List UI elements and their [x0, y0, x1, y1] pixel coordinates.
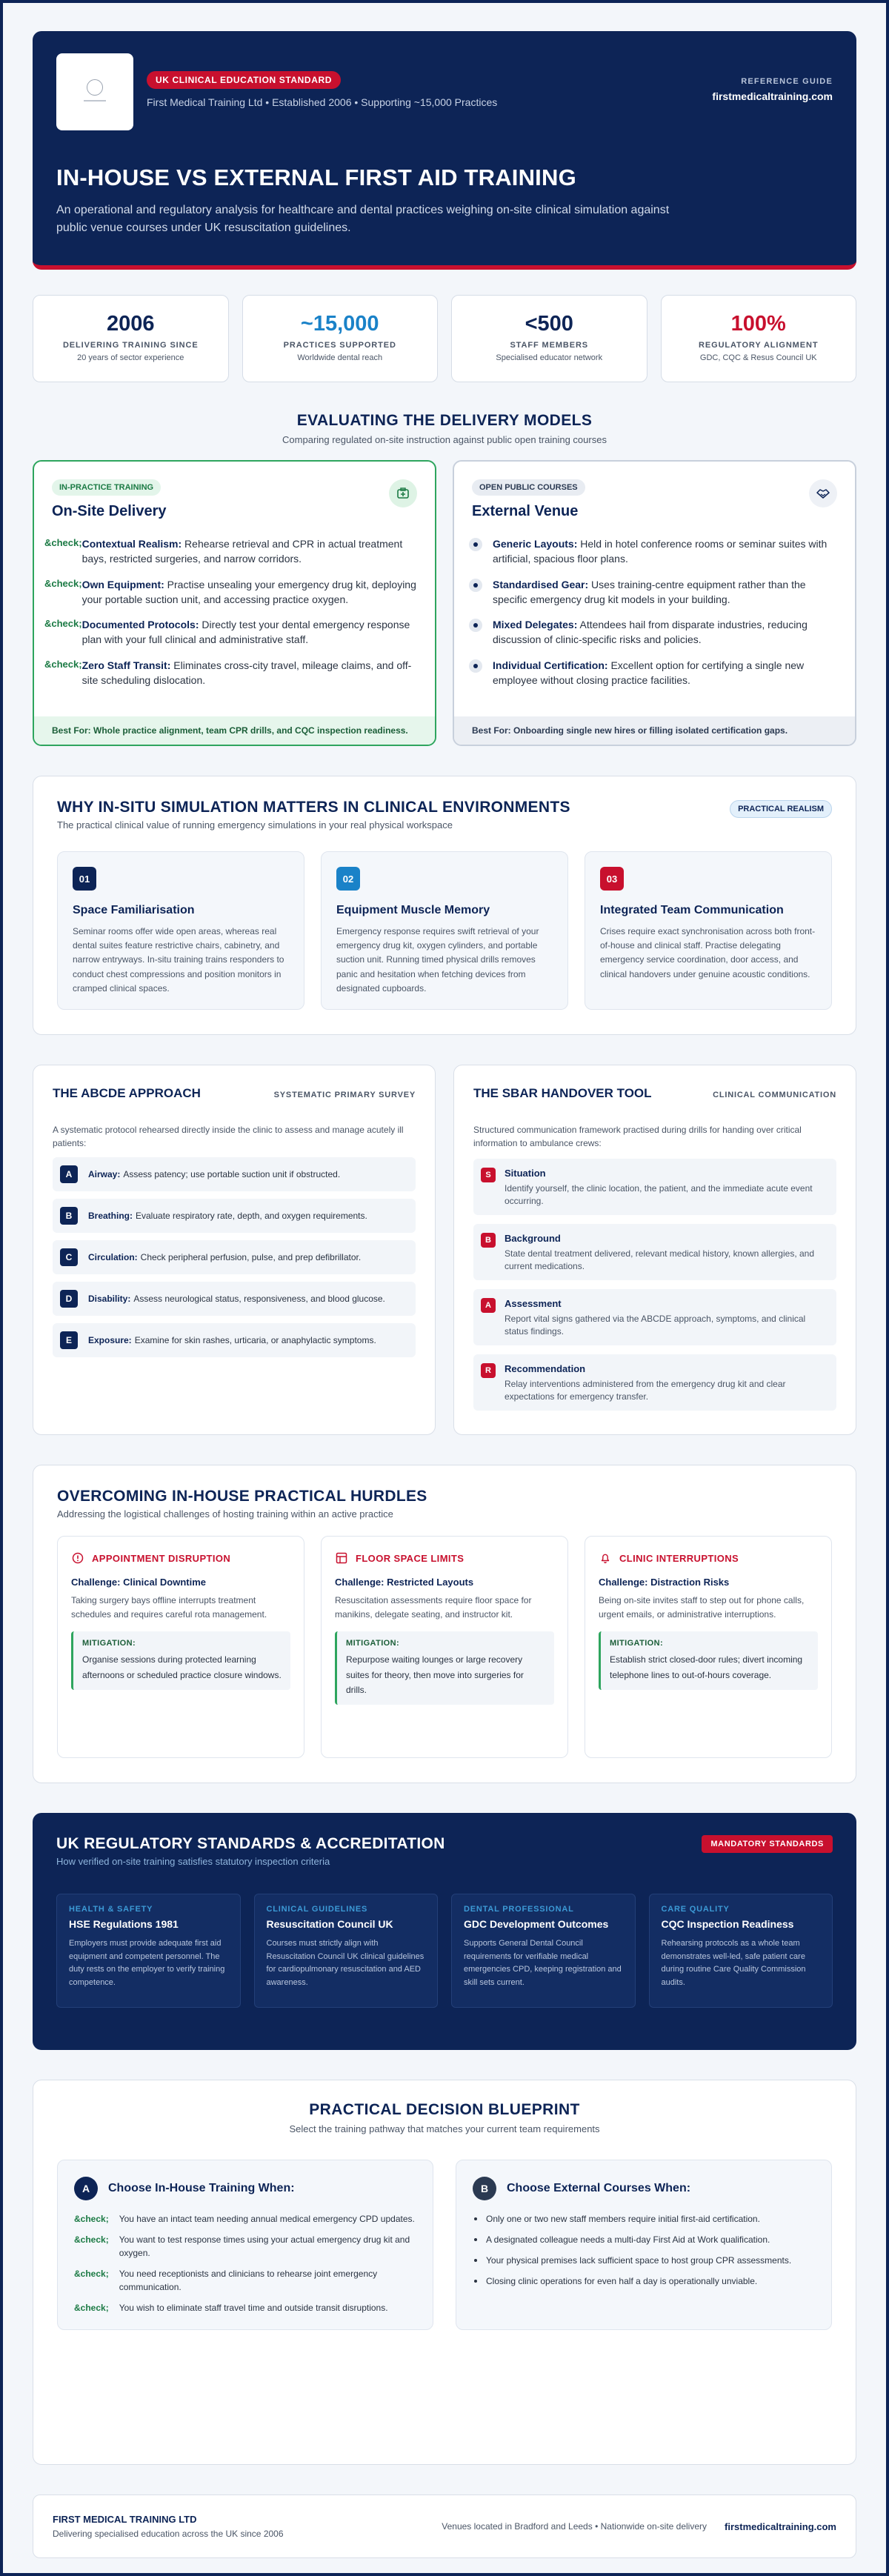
- stat-sub: 20 years of sector experience: [77, 353, 184, 362]
- list-item: [74, 2267, 416, 2294]
- floor-plan-icon: [335, 1551, 348, 1565]
- hurdles-subtitle: Addressing the logistical challenges of hosting training within an active practice: [57, 1508, 393, 1520]
- item-lead: Mixed Delegates:: [493, 619, 578, 631]
- mitigation-label: MITIGATION:: [82, 1639, 136, 1648]
- stat-card: [33, 295, 229, 382]
- item-text: Rehearse retrieval and CPR in actual treatment bays, restricted surgeries, and narrow corridors.: [81, 538, 403, 565]
- item-text: Assess patency; use portable suction unit if obstructed.: [123, 1169, 341, 1179]
- regulation-text: Employers must provide adequate first aid equipment and competent personnel. The duty rests on the employer to verify training competence.: [69, 1939, 225, 1987]
- regulatory-section: [33, 1813, 856, 2050]
- sbar-title: THE SBAR HANDOVER TOOL: [473, 1086, 652, 1100]
- stat-label: DELIVERING TRAINING SINCE: [62, 341, 199, 350]
- reference-url-link[interactable]: firstmedicaltraining.com: [712, 90, 833, 102]
- step-letter: A: [60, 1165, 78, 1183]
- regulation-card: [56, 1894, 241, 2008]
- sbar-panel: [453, 1065, 856, 1435]
- footer-url-link[interactable]: firstmedicaltraining.com: [725, 2520, 836, 2532]
- item-text: Evaluate respiratory rate, depth, and oxygen requirements.: [136, 1211, 367, 1221]
- item-lead: Standardised Gear:: [493, 578, 589, 590]
- bullet-icon: [469, 538, 482, 551]
- item-text: You have an intact team needing annual medical emergency CPD updates.: [119, 2214, 415, 2224]
- sbar-item-text: Relay interventions administered from the emergency drug kit and clear expectations for emergency transfer.: [505, 1379, 786, 1402]
- item-lead: Circulation:: [88, 1252, 138, 1262]
- item-text: Excellent option for certifying a single new employee without closing practice facilities.: [493, 659, 805, 687]
- item-lead: Zero Staff Transit:: [81, 659, 171, 671]
- mandatory-standards-badge: MANDATORY STANDARDS: [702, 1835, 833, 1853]
- stat-label: REGULATORY ALIGNMENT: [699, 341, 819, 350]
- check-icon: &check;: [74, 2214, 109, 2224]
- protocols-section: [33, 1065, 856, 1435]
- hurdle-text: Resuscitation assessments require floor space for manikins, delegate seating, and instructor kit.: [335, 1595, 532, 1620]
- step-letter: B: [481, 1233, 496, 1248]
- regulation-card: [649, 1894, 833, 2008]
- compare-section: [33, 460, 856, 746]
- list-item: [473, 2233, 815, 2246]
- hurdle-text: Being on-site invites staff to step out for phone calls, urgent emails, or administrative interruptions.: [599, 1595, 805, 1620]
- sbar-tag: CLINICAL COMMUNICATION: [713, 1091, 836, 1099]
- mitigation-label: MITIGATION:: [346, 1639, 400, 1648]
- abcde-item: [53, 1323, 416, 1357]
- card-title: Integrated Team Communication: [600, 904, 784, 916]
- hurdle-card: [321, 1536, 568, 1758]
- check-icon: &check;: [74, 2303, 109, 2313]
- regulation-title: GDC Development Outcomes: [464, 1918, 609, 1930]
- mitigation-text: Repurpose waiting lounges or large recovery suites for theory, then move into surgeries for drills.: [346, 1654, 524, 1695]
- stat-card: [451, 295, 647, 382]
- item-text: A designated colleague needs a multi-day First Aid at Work qualification.: [486, 2234, 770, 2245]
- stat-label: PRACTICES SUPPORTED: [283, 341, 396, 350]
- external-choice-card: [456, 2160, 832, 2330]
- abcde-item: [53, 1157, 416, 1191]
- abcde-item: [53, 1282, 416, 1316]
- hurdle-card: [57, 1536, 304, 1758]
- card-number: 01: [73, 867, 96, 891]
- onsite-title: On-Site Delivery: [52, 503, 167, 519]
- regulation-title: Resuscitation Council UK: [266, 1918, 393, 1930]
- logo-mark-icon: [87, 79, 103, 96]
- list-item: [44, 658, 417, 688]
- why-card: [57, 851, 304, 1010]
- regulation-text: Courses must strictly align with Resuscitation Council UK clinical guidelines for cardiopulmonary resuscitation and AED awareness.: [266, 1939, 424, 1987]
- list-item: [44, 617, 417, 648]
- hurdles-section: [33, 1465, 856, 1783]
- external-venue-card: [453, 460, 856, 746]
- item-lead: Breathing:: [88, 1211, 133, 1221]
- mitigation-box: [599, 1631, 818, 1690]
- regulation-card: [451, 1894, 636, 2008]
- logo: [56, 53, 133, 130]
- list-item: [465, 617, 837, 648]
- sbar-item: [473, 1354, 836, 1411]
- item-lead: Contextual Realism:: [81, 538, 182, 550]
- item-text: You want to test response times using your actual emergency drug kit and oxygen.: [119, 2234, 410, 2258]
- option-letter: A: [74, 2177, 98, 2200]
- why-insitu-section: [33, 776, 856, 1035]
- item-text: Your physical premises lack sufficient space to host group CPR assessments.: [486, 2255, 792, 2266]
- regulation-card: [254, 1894, 439, 2008]
- why-card: [585, 851, 832, 1010]
- list-item: [465, 577, 837, 608]
- regulatory-title: UK REGULATORY STANDARDS & ACCREDITATION: [56, 1835, 445, 1852]
- card-number: 03: [600, 867, 624, 891]
- item-text: You need receptionists and clinicians to rehearse joint emergency communication.: [119, 2269, 378, 2292]
- item-lead: Airway:: [88, 1169, 121, 1179]
- hurdle-challenge: Challenge: Restricted Layouts: [335, 1577, 474, 1588]
- regulation-category: CARE QUALITY: [661, 1905, 730, 1914]
- stat-sub: Worldwide dental reach: [297, 353, 383, 362]
- bullet-icon: [469, 619, 482, 632]
- item-text: Directly test your dental emergency response plan with your full clinical and administrative staff.: [81, 619, 410, 646]
- list-item: [465, 536, 837, 567]
- mitigation-box: [71, 1631, 290, 1690]
- stat-number: <500: [525, 312, 573, 336]
- why-subtitle: The practical clinical value of running emergency simulations in your real physical workspace: [57, 819, 453, 831]
- check-icon: &check;: [44, 577, 82, 589]
- stat-number: ~15,000: [300, 312, 379, 336]
- sbar-item: [473, 1224, 836, 1280]
- check-icon: &check;: [44, 537, 82, 548]
- inhouse-choice-card: [57, 2160, 433, 2330]
- stat-sub: Specialised educator network: [496, 353, 603, 362]
- check-icon: &check;: [74, 2234, 109, 2245]
- hurdle-title: APPOINTMENT DISRUPTION: [92, 1552, 231, 1564]
- models-subtitle: Comparing regulated on-site instruction against public open training courses: [282, 434, 607, 445]
- footer-locations: Venues located in Bradford and Leeds • Nationwide on-site delivery: [442, 2521, 707, 2532]
- stat-card: [242, 295, 439, 382]
- hero-header: [33, 31, 856, 270]
- reference-label: REFERENCE GUIDE: [741, 77, 833, 86]
- abcde-tag: SYSTEMATIC PRIMARY SURVEY: [273, 1091, 416, 1099]
- list-item: [473, 2212, 815, 2226]
- stat-sub: GDC, CQC & Resus Council UK: [699, 353, 817, 362]
- regulation-category: DENTAL PROFESSIONAL: [464, 1905, 574, 1914]
- item-text: You wish to eliminate staff travel time and outside transit disruptions.: [119, 2303, 388, 2313]
- regulatory-subtitle: How verified on-site training satisfies statutory inspection criteria: [56, 1856, 330, 1867]
- bullet-icon: [474, 2259, 477, 2262]
- blueprint-title: PRACTICAL DECISION BLUEPRINT: [309, 2101, 580, 2118]
- item-lead: Documented Protocols:: [81, 619, 199, 631]
- sbar-item-text: Identify yourself, the clinic location, the patient, and the immediate acute event occurring.: [505, 1183, 813, 1207]
- open-public-pill: OPEN PUBLIC COURSES: [472, 479, 585, 496]
- why-title: WHY IN-SITU SIMULATION MATTERS IN CLINICAL ENVIRONMENTS: [57, 799, 570, 816]
- card-title: Space Familiarisation: [73, 904, 195, 916]
- item-lead: Individual Certification:: [493, 659, 608, 671]
- practical-realism-pill: PRACTICAL REALISM: [730, 800, 832, 818]
- check-icon: &check;: [44, 618, 82, 630]
- page-intro: An operational and regulatory analysis for healthcare and dental practices weighing on-site clinical simulation against public venue courses under UK resuscitation guidelines.: [56, 204, 670, 234]
- hero-meta: First Medical Training Ltd • Established 2006 • Supporting ~15,000 Practices: [147, 96, 498, 108]
- item-text: Closing clinic operations for even half a day is operationally unviable.: [486, 2276, 758, 2286]
- abcde-item: [53, 1240, 416, 1274]
- item-text: Practise unsealing your emergency drug kit, deploying your portable suction unit, and accessing practice oxygen.: [81, 578, 416, 605]
- abcde-title: THE ABCDE APPROACH: [53, 1086, 201, 1100]
- hurdle-text: Taking surgery bays offline interrupts treatment schedules and requires careful rota management.: [71, 1595, 267, 1620]
- item-text: Examine for skin rashes, urticaria, or anaphylactic symptoms.: [134, 1335, 376, 1345]
- medical-kit-icon: [389, 479, 417, 507]
- stat-number: 100%: [730, 312, 786, 336]
- list-item: [465, 658, 837, 688]
- item-lead: Exposure:: [88, 1335, 132, 1345]
- item-text: Eliminates cross-city travel, mileage claims, and off-site scheduling dislocation.: [81, 659, 412, 687]
- step-letter: E: [60, 1331, 78, 1349]
- card-text: Emergency response requires swift retrieval of your emergency drug kit, oxygen cylinders, and portable suction unit. Running timed physical drills removes panic and hesitation when fetching devices from designated cupboards.: [336, 926, 539, 994]
- regulation-title: HSE Regulations 1981: [69, 1918, 179, 1930]
- step-letter: S: [481, 1168, 496, 1182]
- models-heading: [33, 412, 856, 445]
- sbar-item-text: Report vital signs gathered via the ABCDE approach, symptoms, and clinical status findings.: [505, 1314, 806, 1337]
- item-text: Uses training-centre equipment rather than the specific emergency drug kit models in your building.: [493, 578, 806, 605]
- page-title: IN-HOUSE VS EXTERNAL FIRST AID TRAINING: [56, 164, 576, 190]
- stat-label: STAFF MEMBERS: [510, 341, 589, 350]
- footer-tagline: Delivering specialised education across the UK since 2006: [53, 2529, 284, 2539]
- mitigation-text: Establish strict closed-door rules; divert incoming telephone lines to out-of-hours coverage.: [610, 1654, 803, 1680]
- regulation-text: Supports General Dental Council requirements for verifiable medical emergencies CPD, keeping registration and skill sets current.: [464, 1939, 622, 1987]
- hurdle-title: FLOOR SPACE LIMITS: [356, 1552, 465, 1564]
- card-text: Seminar rooms offer wide open areas, whereas real dental suites feature restrictive chairs, cabinetry, and narrow entryways. In-situ training trains responders to conduct chest compressions and position monitors in cramped clinical spaces.: [73, 926, 284, 994]
- sbar-item-text: State dental treatment delivered, relevant medical history, known allergies, and current medications.: [505, 1248, 815, 1272]
- item-text: Only one or two new staff members require initial first-aid certification.: [486, 2214, 760, 2224]
- step-letter: B: [60, 1207, 78, 1225]
- list-item: [473, 2254, 815, 2267]
- external-title: External Venue: [472, 503, 579, 519]
- handshake-icon: [809, 479, 837, 507]
- bullet-icon: [469, 659, 482, 673]
- list-item: [74, 2212, 416, 2226]
- models-title: EVALUATING THE DELIVERY MODELS: [296, 412, 593, 429]
- sbar-item: [473, 1159, 836, 1215]
- bullet-icon: [474, 2280, 477, 2283]
- choice-title: Choose In-House Training When:: [108, 2182, 295, 2194]
- sbar-desc: Structured communication framework practised during drills for handing over critical information to ambulance crews:: [473, 1125, 802, 1148]
- check-icon: &check;: [44, 658, 82, 670]
- step-letter: C: [60, 1248, 78, 1266]
- regulation-title: CQC Inspection Readiness: [661, 1918, 794, 1930]
- mitigation-text: Organise sessions during protected learning afternoons or scheduled practice closure windows.: [82, 1654, 282, 1680]
- item-text: Check peripheral perfusion, pulse, and prep defibrillator.: [140, 1252, 362, 1262]
- option-letter: B: [473, 2177, 496, 2200]
- alert-circle-icon: [71, 1551, 84, 1565]
- card-title: Equipment Muscle Memory: [336, 904, 490, 916]
- choice-title: Choose External Courses When:: [507, 2182, 691, 2194]
- item-text: Attendees hail from disparate industries, reducing discussion of clinic-specific risks and policies.: [493, 619, 808, 646]
- logo-line: [84, 100, 106, 101]
- sbar-item-title: Recommendation: [505, 1363, 586, 1374]
- abcde-desc: A systematic protocol rehearsed directly inside the clinic to assess and manage acutely ill patients:: [53, 1125, 404, 1148]
- step-letter: D: [60, 1290, 78, 1308]
- standard-badge: UK CLINICAL EDUCATION STANDARD: [147, 71, 341, 89]
- item-lead: Generic Layouts:: [493, 538, 578, 550]
- blueprint-section: [33, 2080, 856, 2465]
- sbar-item-title: Situation: [505, 1168, 546, 1179]
- sbar-item: [473, 1289, 836, 1345]
- hurdles-title: OVERCOMING IN-HOUSE PRACTICAL HURDLES: [57, 1488, 427, 1505]
- regulation-category: HEALTH & SAFETY: [69, 1905, 153, 1914]
- step-letter: R: [481, 1363, 496, 1378]
- mitigation-box: [335, 1631, 554, 1705]
- item-lead: Own Equipment:: [81, 578, 164, 590]
- regulation-text: Rehearsing protocols as a whole team demonstrates well-led, safe patient care during routine Care Quality Commission audits.: [661, 1939, 806, 1987]
- onsite-delivery-card: [33, 460, 436, 746]
- hurdle-challenge: Challenge: Distraction Risks: [599, 1577, 730, 1588]
- hurdle-title: CLINIC INTERRUPTIONS: [619, 1552, 739, 1564]
- inpractice-pill: IN-PRACTICE TRAINING: [52, 479, 161, 496]
- abcde-item: [53, 1199, 416, 1233]
- list-item: [44, 536, 417, 567]
- list-item: [74, 2233, 416, 2260]
- sbar-item-title: Background: [505, 1233, 561, 1244]
- hurdle-challenge: Challenge: Clinical Downtime: [71, 1577, 207, 1588]
- best-for-note: Best For: Onboarding single new hires or filling isolated certification gaps.: [454, 716, 855, 745]
- list-item: [44, 577, 417, 608]
- stats-row: [33, 295, 856, 382]
- list-item: [74, 2301, 416, 2314]
- best-for-note: Best For: Whole practice alignment, team CPR drills, and CQC inspection readiness.: [34, 716, 435, 745]
- step-letter: A: [481, 1298, 496, 1313]
- hurdle-card: [585, 1536, 832, 1758]
- bullet-icon: [474, 2238, 477, 2241]
- why-card: [321, 851, 568, 1010]
- bullet-icon: [469, 579, 482, 592]
- sbar-item-title: Assessment: [505, 1298, 562, 1309]
- item-lead: Disability:: [88, 1294, 131, 1304]
- list-item: [473, 2274, 815, 2288]
- bell-icon: [599, 1551, 612, 1565]
- card-number: 02: [336, 867, 360, 891]
- mitigation-label: MITIGATION:: [610, 1639, 664, 1648]
- regulation-category: CLINICAL GUIDELINES: [266, 1905, 368, 1914]
- item-text: Assess neurological status, responsiveness, and blood glucose.: [133, 1294, 385, 1304]
- page-footer: [33, 2495, 856, 2558]
- stat-card: [661, 295, 857, 382]
- item-text: Held in hotel conference rooms or seminar suites with artificial, spacious floor plans.: [493, 538, 828, 565]
- check-icon: &check;: [74, 2269, 109, 2279]
- bullet-icon: [474, 2217, 477, 2220]
- footer-org: FIRST MEDICAL TRAINING LTD: [53, 2514, 197, 2525]
- stat-number: 2006: [106, 312, 155, 336]
- blueprint-subtitle: Select the training pathway that matches your current team requirements: [289, 2123, 600, 2134]
- abcde-panel: [33, 1065, 436, 1435]
- card-text: Crises require exact synchronisation across both front-of-house and clinical staff. Practise delegating emergency service coordination, door access, and clinical handovers under genuine acoustic conditions.: [600, 926, 816, 979]
